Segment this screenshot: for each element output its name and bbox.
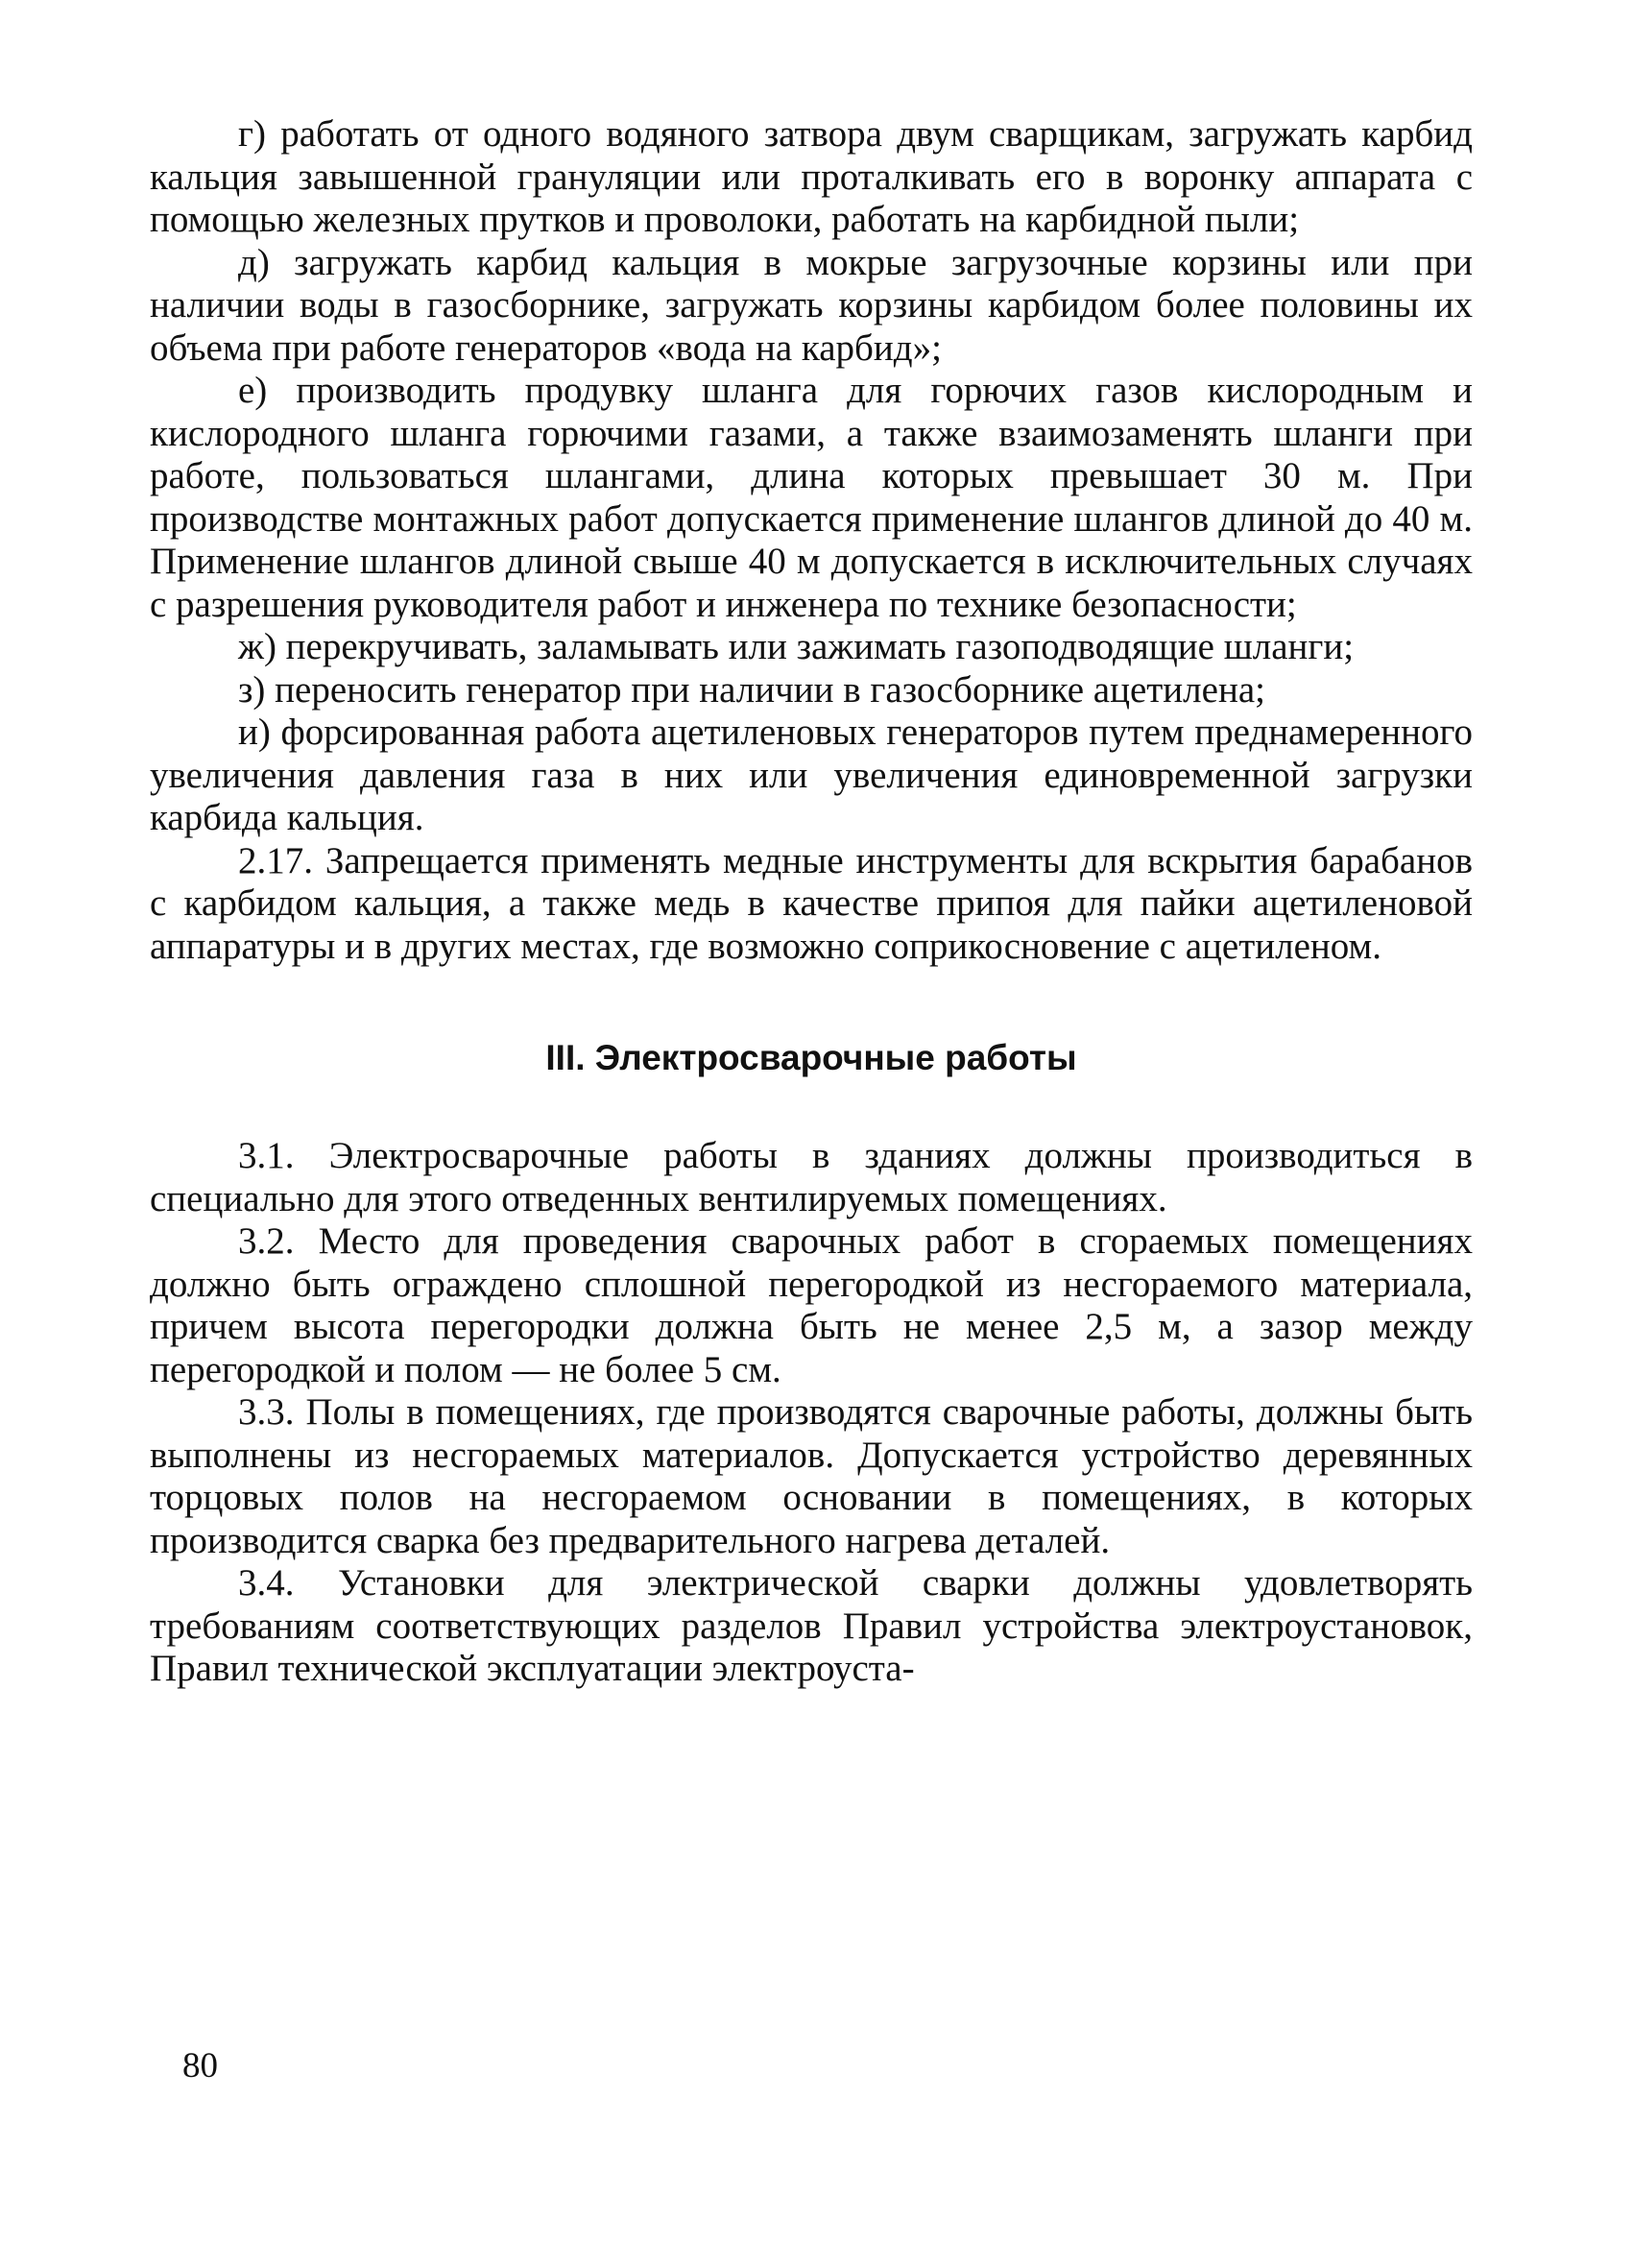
- page-number: 80: [182, 2046, 218, 2086]
- list-item-i: и) форсированная работа ацетиленовых генераторов путем преднамеренного увеличения давления газа в них или увеличения единовременной загрузки карбида кальция.: [150, 712, 1473, 838]
- paragraph-3-4: 3.4. Установки для электрической сварки должны удовлетворять требованиям соответствующих разделов Правил устройства электроустановок, Правил технической эксплуатации электроуста-: [150, 1562, 1473, 1689]
- list-item-zh: ж) перекручивать, заламывать или зажимать газоподводящие шланги;: [238, 626, 1355, 667]
- paragraph-3-2: 3.2. Место для проведения сварочных работ в сгораемых помещениях должно быть ограждено сплошной перегородкой из несгораемого материала, причем высота перегородки должна быть не менее 2,5 м, а зазор между перегородкой и полом — не более 5 см.: [150, 1220, 1473, 1390]
- page-body: [150, 113, 1473, 1691]
- paragraph-3-1: 3.1. Электросварочные работы в зданиях должны производиться в специально для этого отведенных вентилируемых помещениях.: [150, 1135, 1473, 1219]
- paragraph-2-17: 2.17. Запрещается применять медные инструменты для вскрытия барабанов с карбидом кальция, а также медь в качестве припоя для пайки ацетиленовой аппаратуры и в других местах, где возможно соприкосновение с ацетиленом.: [150, 839, 1473, 967]
- paragraph-3-3: 3.3. Полы в помещениях, где производятся сварочные работы, должны быть выполнены из несгораемых материалов. Допускается устройство деревянных торцовых полов на несгораемом основании в помещениях, в которых производится сварка без предварительного нагрева деталей.: [150, 1391, 1473, 1561]
- list-item-g: г) работать от одного водяного затвора двум сварщикам, загружать карбид кальция завышенной грануляции или проталкивать его в воронку аппарата с помощью железных прутков и проволоки, работать на карбидной пыли;: [150, 113, 1473, 240]
- list-item-z: з) переносить генератор при наличии в газосборнике ацетилена;: [238, 668, 1265, 711]
- list-item-d: д) загружать карбид кальция в мокрые загрузочные корзины или при наличии воды в газосборнике, загружать корзины карбидом более половины их объема при работе генераторов «вода на карбид»;: [150, 241, 1473, 369]
- section-heading: III. Электросварочные работы: [545, 1038, 1077, 1077]
- list-item-e: е) производить продувку шланга для горючих газов кислородным и кислородного шланга горючими газами, а также взаимозаменять шланги при работе, пользоваться шлангами, длина которых превышает 30 м. При производстве монтажных работ допускается применение шлангов длиной до 40 м. Применение шлангов длиной свыше 40 м допускается в исключительных случаях с разрешения руководителя работ и инженера по технике безопасности;: [150, 370, 1473, 625]
